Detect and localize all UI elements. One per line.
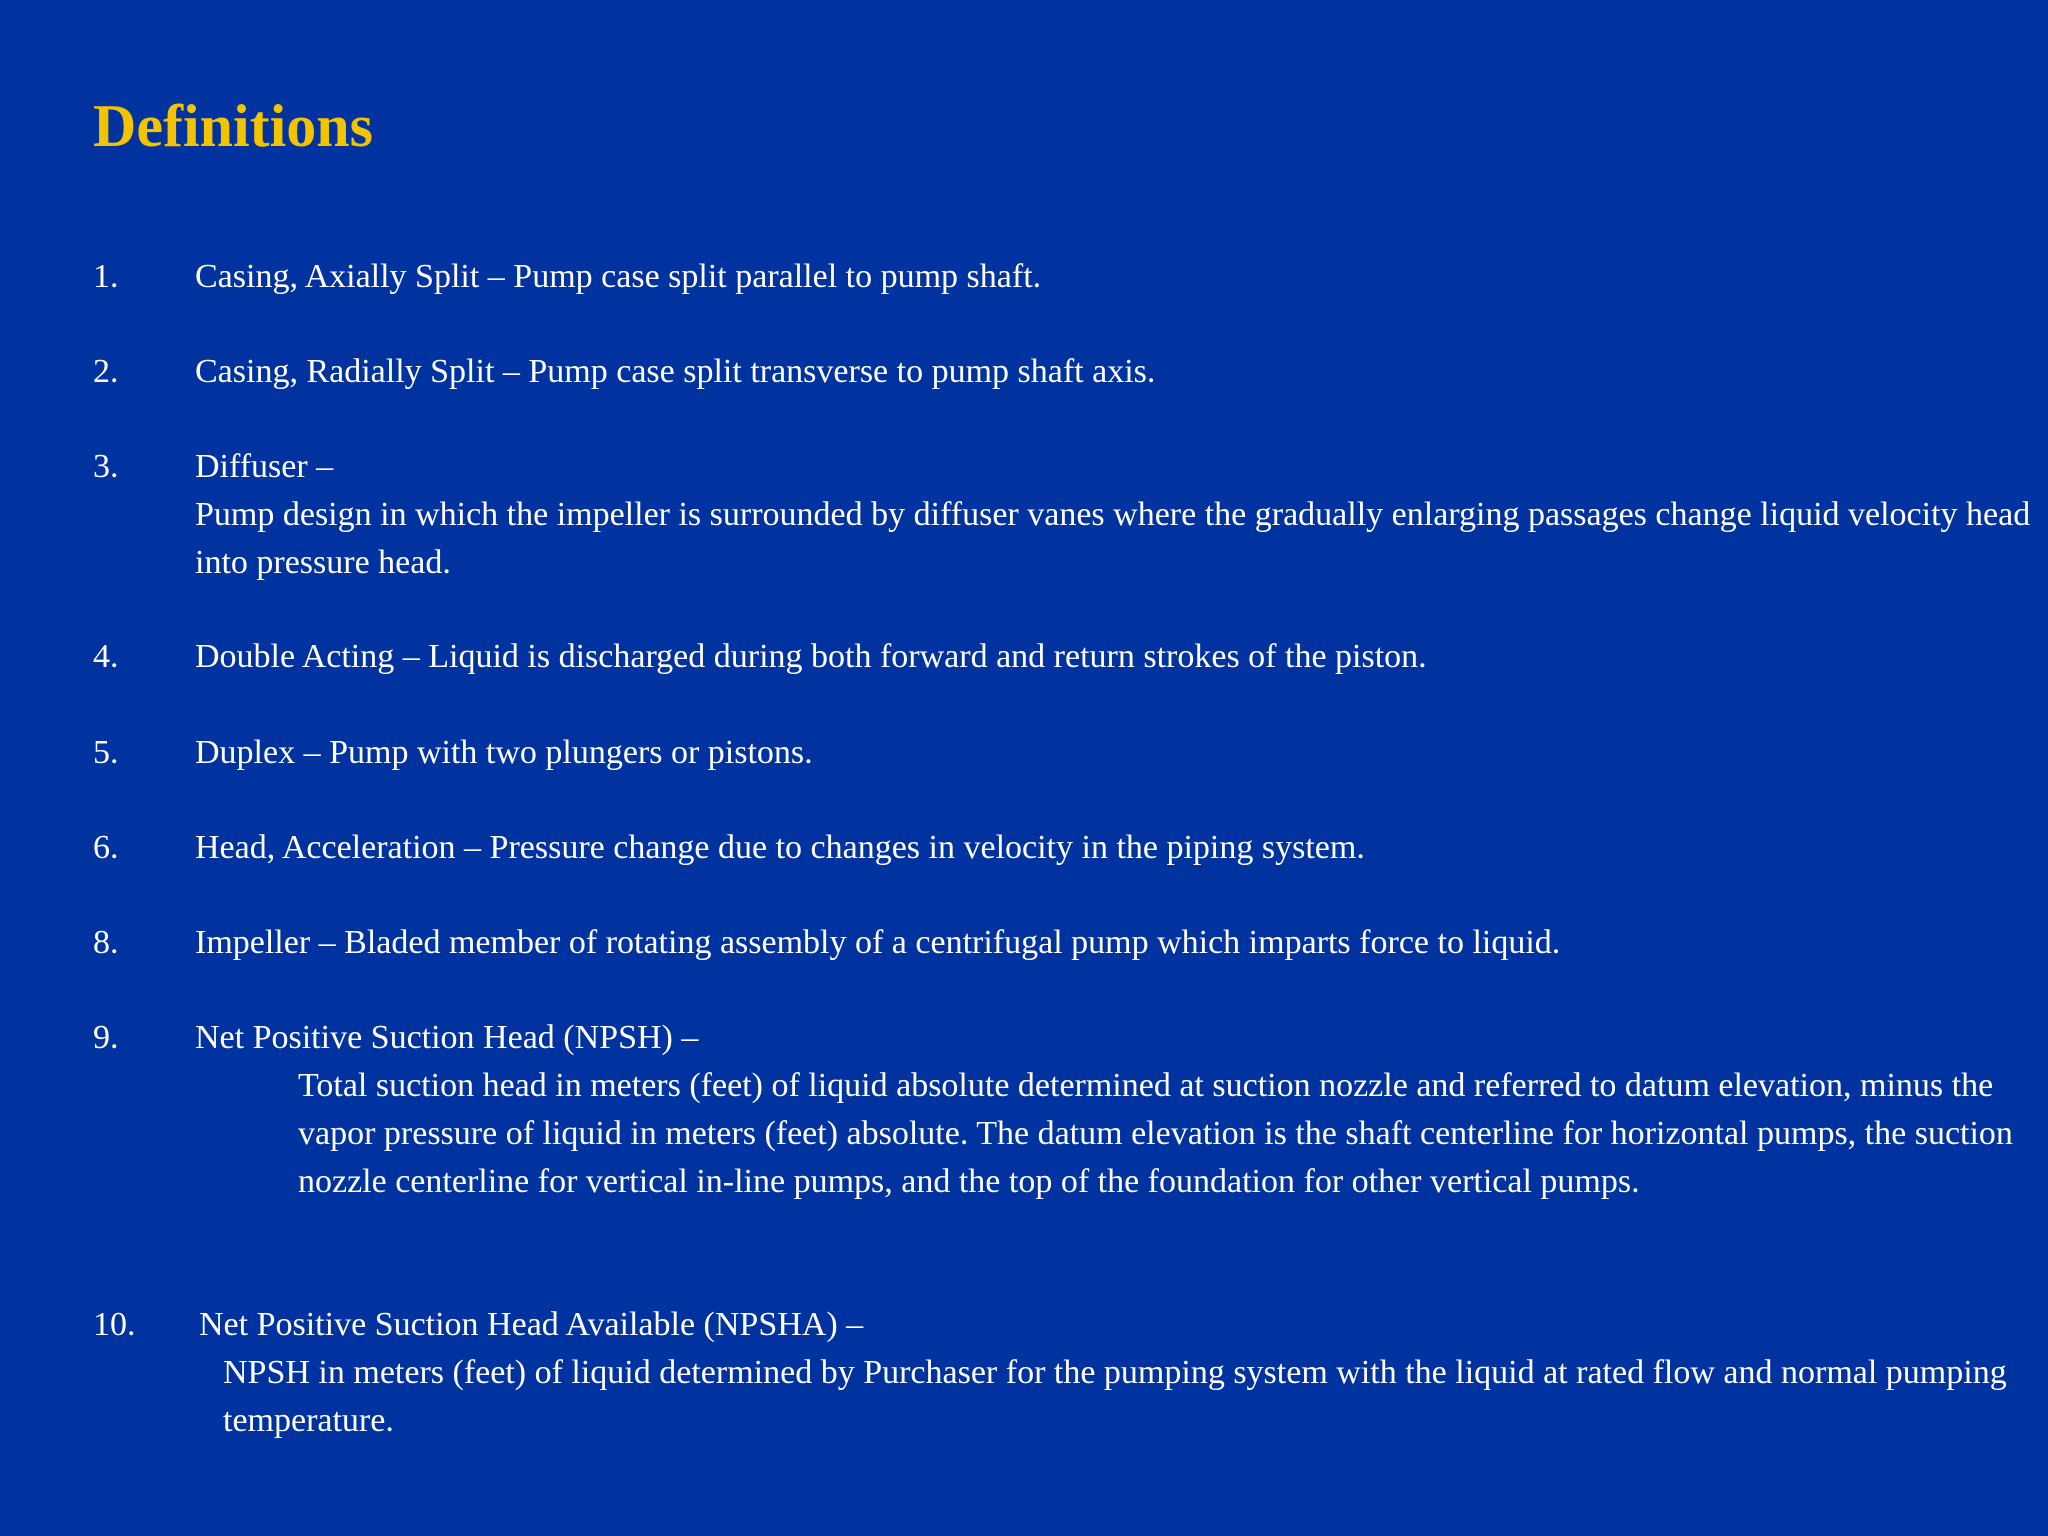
item-heading: Double Acting – Liquid is discharged during both forward and return strokes of the piston. [195, 638, 1427, 675]
item-number: 1. [93, 258, 119, 295]
item-number: 8. [93, 924, 119, 961]
item-body: NPSH in meters (feet) of liquid determined by Purchaser for the pumping system with the liquid at rated flow and normal pumping temperature. [223, 1354, 2007, 1439]
item-heading: Impeller – Bladed member of rotating assembly of a centrifugal pump which imparts force to liquid. [195, 924, 1561, 961]
item-body: Total suction head in meters (feet) of liquid absolute determined at suction nozzle and referred to datum elevation, minus the vapor pressure of liquid in meters (feet) absolute. The datum elevation is the shaft centerline for horizontal pumps, the suction nozzle centerline for vertical in-line pumps, and the top of the foundation for other vertical pumps. [298, 1067, 2013, 1200]
item-number: 6. [93, 829, 119, 866]
slide-title: Definitions [93, 93, 374, 159]
item-number: 9. [93, 1019, 119, 1056]
item-heading: Casing, Axially Split – Pump case split parallel to pump shaft. [195, 258, 1042, 295]
item-heading: Head, Acceleration – Pressure change due to changes in velocity in the piping system. [195, 829, 1365, 866]
item-heading: Net Positive Suction Head (NPSH) – [195, 1019, 699, 1056]
item-heading: Diffuser – [195, 448, 334, 485]
item-number: 3. [93, 448, 119, 485]
item-number: 2. [93, 353, 119, 390]
item-number: 10. [93, 1306, 136, 1343]
item-body: Pump design in which the impeller is surrounded by diffuser vanes where the gradually enlarging passages change liquid velocity head into pressure head. [195, 496, 2031, 581]
item-number: 4. [93, 638, 119, 675]
item-number: 5. [93, 734, 119, 771]
item-heading: Net Positive Suction Head Available (NPSHA) – [199, 1306, 864, 1343]
item-heading: Casing, Radially Split – Pump case split transverse to pump shaft axis. [195, 353, 1156, 390]
item-heading: Duplex – Pump with two plungers or pistons. [195, 734, 813, 771]
